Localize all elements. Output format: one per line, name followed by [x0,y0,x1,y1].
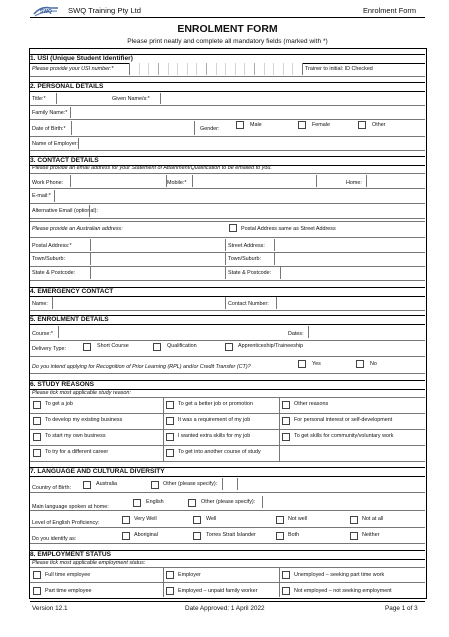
given-name-input[interactable] [160,93,426,104]
reason-develop-business-label: To develop my existing business [45,417,123,423]
postal-same-label: Postal Address same as Street Address [241,226,336,232]
section-5-heading: 5. ENROLMENT DETAILS [30,315,425,325]
mobile-label: Mobile:* [167,180,187,186]
gender-label: Gender: [200,126,220,132]
reason-other-checkbox[interactable] [282,401,290,409]
section-4-heading: 4. EMERGENCY CONTACT [30,287,425,297]
level-well-checkbox[interactable] [193,516,201,524]
email-label: E-mail:* [32,193,51,199]
reason-better-job-checkbox[interactable] [166,401,174,409]
logo-icon [33,4,59,16]
language-other-input[interactable] [262,496,277,508]
reason-develop-business-checkbox[interactable] [33,417,41,425]
level-very-well-label: Very Well [134,516,157,522]
section-3-heading: 3. CONTACT DETAILS [30,156,425,166]
section-2-heading: 2. PERSONAL DETAILS [30,82,425,92]
identify-aboriginal-checkbox[interactable] [122,532,130,540]
identify-label: Do you identify as: [32,536,77,542]
family-name-label: Family Name:* [32,110,68,116]
work-phone-label: Work Phone: [32,180,64,186]
status-unpaid-family-label: Employed – unpaid family worker [178,588,258,594]
postal-town-input[interactable] [90,253,226,265]
identify-torres-checkbox[interactable] [193,532,201,540]
alt-email-label: Alternative Email (optional): [32,208,98,214]
gender-female-label: Female [312,122,330,128]
birth-other-label: Other (please specify): [163,481,218,487]
rpl-no-label: No [370,361,377,367]
page-subtitle: Please print neatly and complete all mandatory fields (marked with *) [127,38,328,45]
apprenticeship-checkbox[interactable] [225,343,233,351]
postal-town-label: Town/Suburb: [32,256,65,262]
main-language-label: Main language spoken at home: [32,504,109,510]
course-label: Course:* [32,331,53,337]
short-course-checkbox[interactable] [83,343,91,351]
street-address-label: Street Address: [228,243,265,249]
usi-label: Please provide your USI number:* [32,66,114,72]
qualification-label: Qualification [167,343,197,349]
reason-start-business-label: To start my own business [45,433,106,439]
home-phone-label: Home: [346,180,362,186]
level-very-well-checkbox[interactable] [122,516,130,524]
identify-neither-label: Neither [362,532,380,538]
dates-label: Dates: [288,331,304,337]
aus-address-label: Please provide an Australian address: [32,226,123,232]
apprenticeship-label: Apprenticeship/Traineeship [238,343,304,349]
footer-date: Date Approved: 1 April 2022 [185,605,265,612]
language-other-label: Other (please specify): [201,499,256,505]
reason-start-business-checkbox[interactable] [33,433,41,441]
level-not-well-label: Not well [288,516,308,522]
street-town-label: Town/Suburb: [228,256,261,262]
reason-extra-skills-checkbox[interactable] [166,433,174,441]
reason-get-job-checkbox[interactable] [33,401,41,409]
header-doc-name: Enrolment Form [363,6,416,15]
usi-input[interactable] [129,63,303,75]
reason-different-career-label: To try for a different career [45,449,109,455]
qualification-checkbox[interactable] [153,343,161,351]
rpl-no-checkbox[interactable] [356,360,364,368]
rpl-yes-checkbox[interactable] [298,360,306,368]
reason-community-label: To get skills for community/voluntary work [294,433,394,439]
postal-same-checkbox[interactable] [229,224,237,232]
birth-other-checkbox[interactable] [151,481,159,489]
language-other-checkbox[interactable] [188,499,196,507]
level-well-label: Well [206,516,217,522]
course-input[interactable] [58,326,285,338]
english-level-label: Level of English Proficiency: [32,520,100,526]
rpl-question: Do you intend applying for Recognition of Prior Learning (RPL) and/or Credit Transfer (CT)? [32,364,251,370]
status-part-time-checkbox[interactable] [33,587,41,595]
emergency-name-label: Name: [32,301,48,307]
level-not-at-all-label: Not at all [362,516,384,522]
employer-input[interactable] [78,138,426,149]
reason-different-career-checkbox[interactable] [33,449,41,457]
title-label: Title:* [32,96,46,102]
street-state-input[interactable] [280,267,426,279]
birth-other-input[interactable] [222,478,238,490]
country-birth-label: Country of Birth: [32,485,71,491]
email-input[interactable] [54,190,426,202]
birth-australia-checkbox[interactable] [83,481,91,489]
footer-version: Version 12.1 [32,605,68,612]
dob-input[interactable] [71,121,195,135]
alt-email-input[interactable] [89,205,426,217]
reason-personal-checkbox[interactable] [282,417,290,425]
dates-input[interactable] [308,326,426,338]
reason-personal-label: For personal interest or self-development [294,417,393,423]
postal-state-input[interactable] [90,267,226,279]
gender-male-label: Male [250,122,262,128]
company-name: SWQ Training Pty Ltd [68,6,142,15]
delivery-type-label: Delivery Type: [32,346,67,352]
status-employer-checkbox[interactable] [166,571,174,579]
trainer-initial-label: Trainer to initial: ID Checked [305,66,373,72]
gender-female-checkbox[interactable] [298,121,306,129]
status-full-time-label: Full time employee [45,572,91,578]
mobile-input[interactable] [192,175,317,187]
given-name-label: Given Name/s:* [112,96,150,102]
identify-neither-checkbox[interactable] [350,532,358,540]
footer-page: Page 1 of 3 [385,605,418,612]
reason-community-checkbox[interactable] [282,433,290,441]
reason-extra-skills-label: I wanted extra skills for my job [178,433,251,439]
reason-requirement-label: It was a requirement of my job [178,417,251,423]
postal-address-input[interactable] [90,239,226,251]
employer-label: Name of Employer: [32,141,79,147]
logo-text: SWQ [40,9,52,15]
page-title: ENROLMENT FORM [177,23,278,35]
section-8-heading: 8. EMPLOYMENT STATUS [30,550,425,560]
language-english-label: English [146,499,164,505]
language-english-checkbox[interactable] [133,499,141,507]
reason-get-job-label: To get a job [45,401,73,407]
title-input[interactable] [56,93,97,104]
identify-aboriginal-label: Aboriginal [134,532,158,538]
postal-state-label: State & Postcode: [32,270,76,276]
section-6-heading: 6. STUDY REASONS [30,380,425,390]
street-state-label: State & Postcode: [228,270,272,276]
employment-note: Please tick most applicable employment status: [32,560,146,566]
short-course-label: Short Course [97,343,129,349]
gender-other-label: Other [372,122,386,128]
postal-address-label: Postal Address:* [32,243,72,249]
status-unpaid-family-checkbox[interactable] [166,587,174,595]
contact-note: Please provide an email address for your Statement of Attainment/Qualification to be emailed to you. [32,165,272,171]
status-employer-label: Employer [178,572,201,578]
status-full-time-checkbox[interactable] [33,571,41,579]
reason-another-course-label: To get into another course of study [178,449,261,455]
reason-better-job-label: To get a better job or promotion [178,401,253,407]
status-unemployed-part-checkbox[interactable] [282,571,290,579]
identify-both-checkbox[interactable] [276,532,284,540]
status-unemployed-part-label: Unemployed – seeking part time work [294,572,385,578]
status-not-employed-checkbox[interactable] [282,587,290,595]
gender-male-checkbox[interactable] [236,121,244,129]
reason-other-label: Other reasons [294,401,329,407]
status-part-time-label: Part time employee [45,588,92,594]
study-reason-note: Please tick most applicable study reason: [32,390,131,396]
emergency-name-input[interactable] [52,297,226,309]
emergency-contact-input[interactable] [276,297,426,309]
rpl-yes-label: Yes [312,361,321,367]
street-town-input[interactable] [274,253,426,265]
status-not-employed-label: Not employed – not seeking employment [294,588,392,594]
level-not-at-all-checkbox[interactable] [350,516,358,524]
street-address-input[interactable] [274,239,426,251]
reason-another-course-checkbox[interactable] [166,449,174,457]
work-phone-input[interactable] [70,175,167,187]
emergency-contact-label: Contact Number: [228,301,269,307]
identify-both-label: Both [288,532,300,538]
birth-australia-label: Australia [96,481,117,487]
section-1-heading: 1. USI (Unique Student Identifier) [30,54,425,64]
reason-requirement-checkbox[interactable] [166,417,174,425]
dob-label: Date of Birth:* [32,126,66,132]
gender-other-checkbox[interactable] [358,121,366,129]
family-name-input[interactable] [70,107,426,118]
home-phone-input[interactable] [366,175,426,187]
level-not-well-checkbox[interactable] [276,516,284,524]
identify-torres-label: Torres Strait Islander [206,532,256,538]
section-7-heading: 7. LANGUAGE AND CULTURAL DIVERSITY [30,467,425,477]
